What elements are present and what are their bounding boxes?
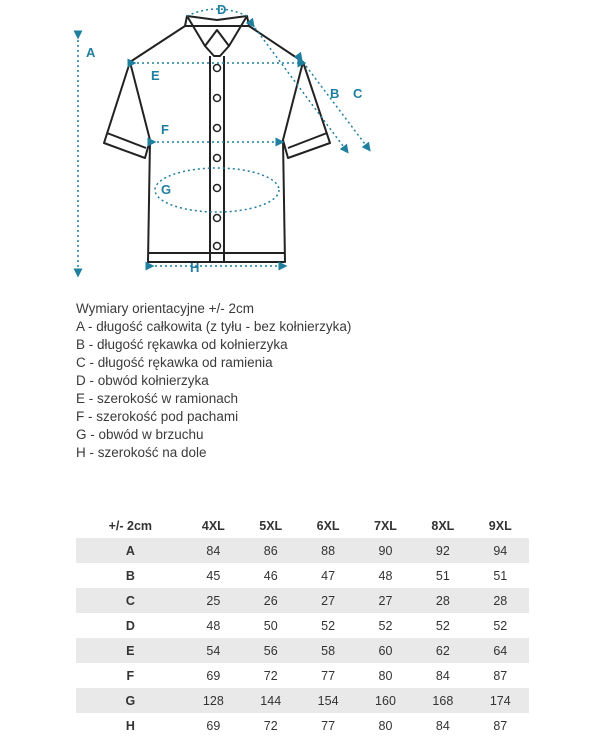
label-a: A — [86, 45, 96, 60]
table-cell: 52 — [414, 613, 471, 638]
table-cell: 90 — [357, 538, 414, 563]
table-cell: 28 — [472, 588, 529, 613]
table-row — [76, 538, 529, 563]
table-cell: 25 — [185, 588, 242, 613]
table-row — [76, 713, 529, 738]
table-cell: 69 — [185, 713, 242, 738]
table-cell: 50 — [242, 613, 299, 638]
table-cell: 84 — [185, 538, 242, 563]
table-cell: 60 — [357, 638, 414, 663]
label-d: D — [217, 2, 227, 17]
table-cell: 56 — [242, 638, 299, 663]
table-cell: 52 — [472, 613, 529, 638]
column-header: 9XL — [488, 519, 512, 533]
table-cell: 144 — [242, 688, 299, 713]
table-row — [76, 638, 529, 663]
table-cell: 87 — [472, 713, 529, 738]
table-cell: 51 — [414, 563, 471, 588]
row-label: C — [76, 588, 185, 613]
table-cell: 28 — [414, 588, 471, 613]
row-label: B — [76, 563, 185, 588]
table-cell: 27 — [357, 588, 414, 613]
shirt-diagram — [0, 0, 600, 290]
table-cell: 88 — [299, 538, 356, 563]
table-cell: 80 — [357, 713, 414, 738]
table-cell: 174 — [472, 688, 529, 713]
table-cell: 51 — [472, 563, 529, 588]
table-row — [76, 588, 529, 613]
table-cell: 47 — [299, 563, 356, 588]
table-header-row — [76, 514, 529, 538]
table-cell: 128 — [185, 688, 242, 713]
table-cell: 58 — [299, 638, 356, 663]
legend-item-h: H - szerokość na dole — [76, 445, 207, 460]
shirt-measurement-svg — [0, 0, 600, 290]
column-header: 7XL — [374, 519, 397, 533]
label-h: H — [190, 260, 200, 275]
column-header: 4XL — [201, 519, 225, 533]
row-label: D — [76, 613, 185, 638]
table-cell: 48 — [357, 563, 414, 588]
table-cell: 46 — [242, 563, 299, 588]
table-cell: 27 — [299, 588, 356, 613]
row-label: H — [76, 713, 185, 738]
legend-item-e: E - szerokość w ramionach — [76, 391, 239, 406]
table-cell: 72 — [242, 663, 299, 688]
table-cell: 45 — [185, 563, 242, 588]
table-cell: 94 — [472, 538, 529, 563]
table-cell: 72 — [242, 713, 299, 738]
table-cell: 64 — [472, 638, 529, 663]
label-b: B — [330, 86, 340, 101]
legend-item-f: F - szerokość pod pachami — [76, 409, 239, 424]
table-row — [76, 688, 529, 713]
table-cell: 62 — [414, 638, 471, 663]
row-label: F — [76, 663, 185, 688]
legend-item-c: C - długość rękawka od ramienia — [76, 355, 273, 370]
table-cell: 69 — [185, 663, 242, 688]
table-cell: 160 — [357, 688, 414, 713]
legend-title: Wymiary orientacyjne +/- 2cm — [76, 301, 255, 316]
label-f: F — [161, 122, 169, 137]
legend-item-g: G - obwód w brzuchu — [76, 427, 204, 442]
label-c: C — [353, 86, 363, 101]
legend-item-a: A - długość całkowita (z tyłu - bez kołnierzyka) — [76, 319, 352, 334]
table-row — [76, 663, 529, 688]
column-header: 5XL — [259, 519, 283, 533]
table-cell: 77 — [299, 663, 356, 688]
table-row — [76, 613, 529, 638]
table-cell: 77 — [299, 713, 356, 738]
measurement-legend — [76, 300, 536, 462]
label-g: G — [161, 182, 172, 197]
table-cell: 87 — [472, 663, 529, 688]
table-cell: 84 — [414, 663, 471, 688]
row-label: E — [76, 638, 185, 663]
table-cell: 52 — [299, 613, 356, 638]
table-cell: 92 — [414, 538, 471, 563]
table-cell: 86 — [242, 538, 299, 563]
legend-item-b: B - długość rękawka od kołnierzyka — [76, 337, 288, 352]
table-cell: 168 — [414, 688, 471, 713]
label-e: E — [151, 68, 160, 83]
table-corner-header: +/- 2cm — [108, 519, 153, 533]
row-label: A — [76, 538, 185, 563]
table-cell: 52 — [357, 613, 414, 638]
legend-item-d: D - obwód kołnierzyka — [76, 373, 209, 388]
table-cell: 54 — [185, 638, 242, 663]
column-header: 6XL — [316, 519, 340, 533]
table-cell: 154 — [299, 688, 356, 713]
column-header: 8XL — [431, 519, 455, 533]
row-label: G — [76, 688, 185, 713]
size-table — [76, 514, 529, 738]
table-cell: 80 — [357, 663, 414, 688]
table-cell: 48 — [185, 613, 242, 638]
table-cell: 84 — [414, 713, 471, 738]
table-cell: 26 — [242, 588, 299, 613]
shirt-outline — [104, 16, 330, 262]
table-row — [76, 563, 529, 588]
